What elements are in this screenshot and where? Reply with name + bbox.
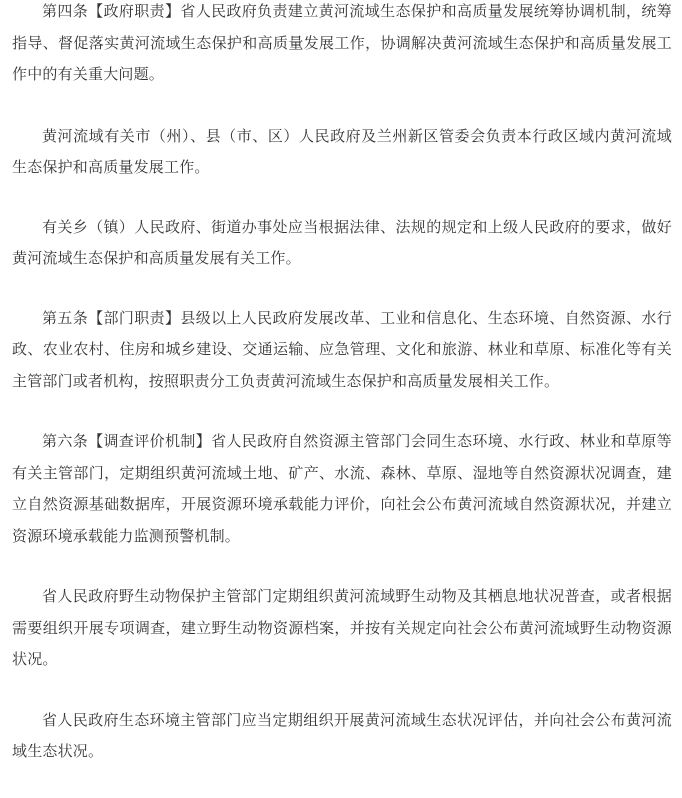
paragraph-wildlife-survey: 省人民政府野生动物保护主管部门定期组织黄河流域野生动物及其栖息地状况普查，或者根据需要组织开展专项调查，建立野生动物资源档案，并按有关规定向社会公布黄河流域野生动物资源状况。 — [12, 587, 672, 668]
paragraph-township-duty: 有关乡（镇）人民政府、街道办事处应当根据法律、法规的规定和上级人民政府的要求，做好黄河流域生态保护和高质量发展有关工作。 — [12, 217, 672, 267]
paragraph-article-5: 第五条【部门职责】县级以上人民政府发展改革、工业和信息化、生态环境、自然资源、水行政、农业农村、住房和城乡建设、交通运输、应急管理、文化和旅游、林业和草原、标准化等有关主管部门或者机构，按照职责分工负责黄河流域生态保护和高质量发展相关工作。 — [12, 308, 672, 390]
paragraph-article-4: 第四条【政府职责】省人民政府负责建立黄河流域生态保护和高质量发展统筹协调机制，统筹指导、督促落实黄河流域生态保护和高质量发展工作，协调解决黄河流域生态保护和高质量发展工作中的有关重大问题。 — [12, 2, 672, 83]
paragraph-ecology-assessment: 省人民政府生态环境主管部门应当定期组织开展黄河流域生态状况评估，并向社会公布黄河流域生态状况。 — [12, 710, 672, 760]
paragraph-article-6: 第六条【调查评价机制】省人民政府自然资源主管部门会同生态环境、水行政、林业和草原等有关主管部门，定期组织黄河流域土地、矿产、水流、森林、草原、湿地等自然资源状况调查，建立自然资源基础数据库，开展资源环境承载能力评价，向社会公布黄河流域自然资源状况，并建立资源环境承载能力监测预警机制。 — [12, 432, 672, 545]
paragraph-city-county-duty: 黄河流域有关市（州）、县（市、区）人民政府及兰州新区管委会负责本行政区域内黄河流域生态保护和高质量发展工作。 — [12, 126, 672, 176]
